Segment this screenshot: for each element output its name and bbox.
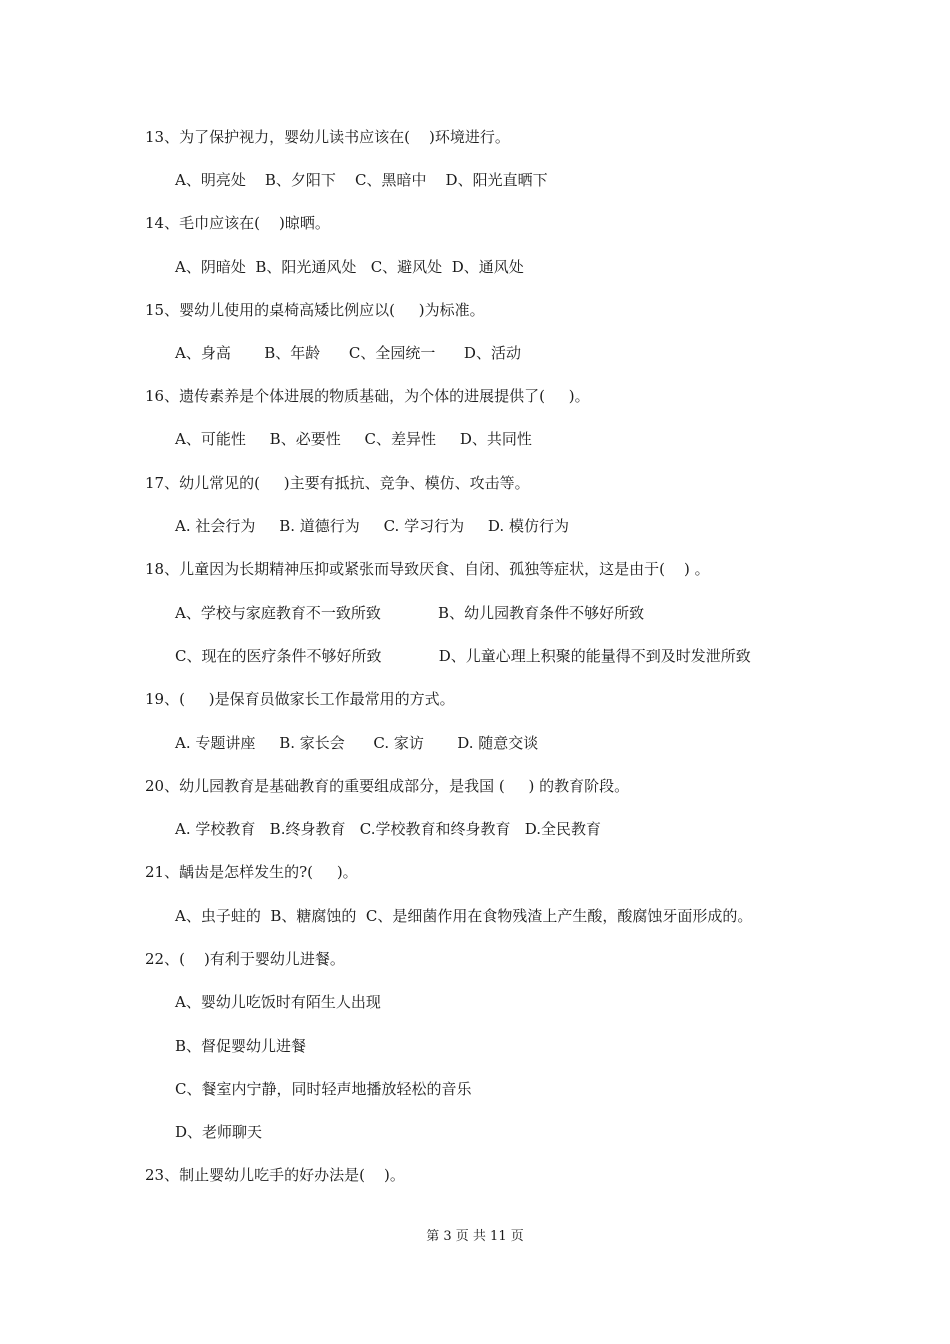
page-footer: 第 3 页 共 11 页 (426, 1229, 524, 1244)
question-14: 14、毛巾应该在( )晾晒。 (145, 214, 330, 232)
question-21: 21、龋齿是怎样发生的?( )。 (145, 863, 358, 881)
question-14-options: A、阴暗处 B、阳光通风处 C、避风处 D、通风处 (175, 258, 524, 276)
question-22-option-d: D、老师聊天 (175, 1123, 263, 1141)
question-22-option-b: B、督促婴幼儿进餐 (175, 1037, 307, 1055)
question-20: 20、幼儿园教育是基础教育的重要组成部分，是我国 ( ) 的教育阶段。 (145, 777, 630, 795)
question-13-options: A、明亮处 B、夕阳下 C、黑暗中 D、阳光直晒下 (175, 171, 548, 189)
question-18-options-cd: C、现在的医疗条件不够好所致 D、儿童心理上积聚的能量得不到及时发泄所致 (175, 647, 751, 665)
question-20-options: A. 学校教育 B.终身教育 C.学校教育和终身教育 D.全民教育 (175, 820, 602, 838)
question-16: 16、遗传素养是个体进展的物质基础，为个体的进展提供了( )。 (145, 387, 590, 405)
question-17-options: A. 社会行为 B. 道德行为 C. 学习行为 D. 模仿行为 (175, 517, 569, 535)
question-19-options: A. 专题讲座 B. 家长会 C. 家访 D. 随意交谈 (175, 734, 539, 752)
question-15-options: A、身高 B、年龄 C、全园统一 D、活动 (175, 344, 521, 362)
question-22-option-c: C、餐室内宁静，同时轻声地播放轻松的音乐 (175, 1080, 472, 1098)
question-18: 18、儿童因为长期精神压抑或紧张而导致厌食、自闭、孤独等症状，这是由于( ) 。 (145, 560, 710, 578)
question-15: 15、婴幼儿使用的桌椅高矮比例应以( )为标准。 (145, 301, 485, 319)
question-19: 19、( )是保育员做家长工作最常用的方式。 (145, 690, 455, 708)
question-21-options: A、虫子蛀的 B、糖腐蚀的 C、是细菌作用在食物残渣上产生酸，酸腐蚀牙面形成的。 (175, 907, 753, 925)
question-18-options-ab: A、学校与家庭教育不一致所致 B、幼儿园教育条件不够好所致 (175, 604, 645, 622)
question-23: 23、制止婴幼儿吃手的好办法是( )。 (145, 1166, 405, 1184)
question-22: 22、( )有利于婴幼儿进餐。 (145, 950, 345, 968)
question-17: 17、幼儿常见的( )主要有抵抗、竞争、模仿、攻击等。 (145, 474, 530, 492)
question-16-options: A、可能性 B、必要性 C、差异性 D、共同性 (175, 430, 532, 448)
question-13: 13、为了保护视力，婴幼儿读书应该在( )环境进行。 (145, 128, 510, 146)
question-22-option-a: A、婴幼儿吃饭时有陌生人出现 (175, 993, 381, 1011)
